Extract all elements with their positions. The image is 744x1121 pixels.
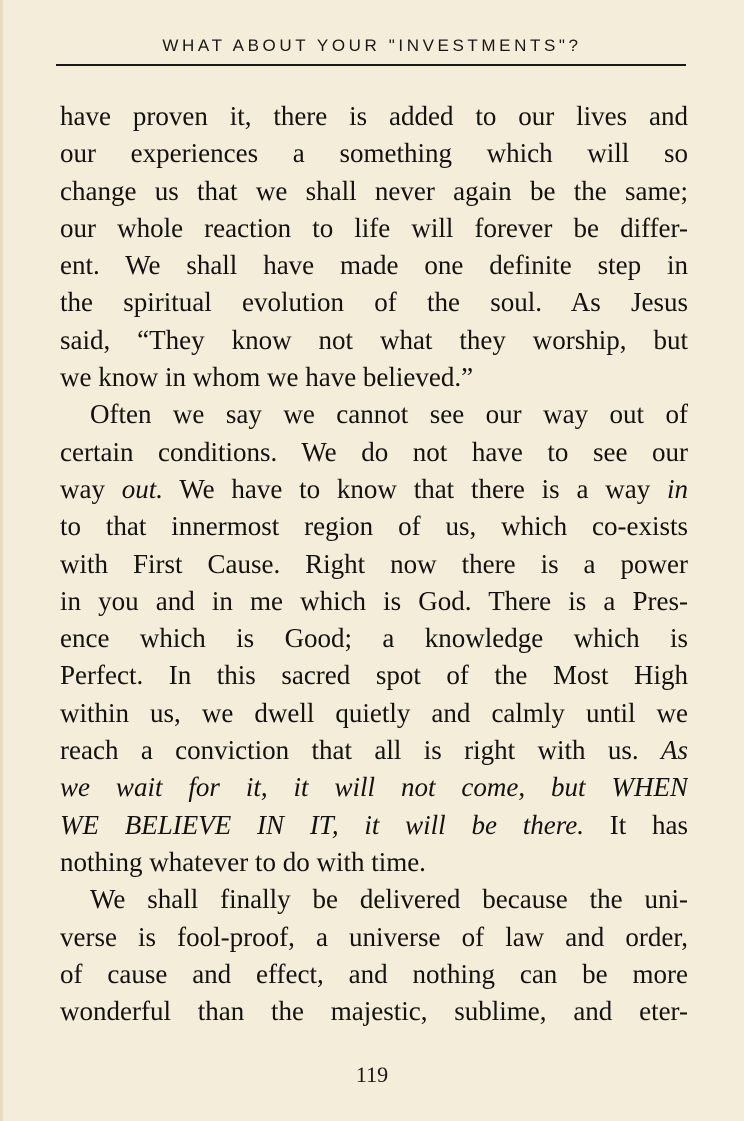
text-run: We have to know that there is a way bbox=[163, 473, 667, 504]
text-line bbox=[60, 807, 688, 844]
italic-run: WE BELIEVE IN IT, it will be there. bbox=[60, 809, 584, 840]
text-line: to that innermost region of us, which co-exists bbox=[60, 511, 688, 542]
text-line: have proven it, there is added to our lives and bbox=[60, 101, 688, 131]
italic-run: As bbox=[661, 735, 688, 766]
text-line: We shall finally be delivered because the uni- bbox=[90, 884, 688, 915]
text-line: of cause and effect, and nothing can be more bbox=[60, 958, 688, 989]
text-line: ent. We shall have made one definite step in bbox=[60, 250, 688, 281]
text-line: wonderful than the majestic, sublime, and eter- bbox=[60, 996, 688, 1027]
text-run: reach a conviction that all is right with us. bbox=[60, 735, 661, 766]
text-run: way bbox=[60, 473, 122, 504]
text-line: with First Cause. Right now there is a power bbox=[60, 548, 688, 579]
header-rule bbox=[56, 64, 686, 66]
text-line: change us that we shall never again be the same; bbox=[60, 175, 688, 206]
running-header: WHAT ABOUT YOUR "INVESTMENTS"? bbox=[162, 36, 582, 55]
text-line: verse is fool-proof, a universe of law and order, bbox=[60, 921, 688, 952]
text-line: our experiences a something which will so bbox=[60, 138, 688, 169]
paragraph-3 bbox=[60, 881, 688, 1030]
text-line: our whole reaction to life will forever be differ- bbox=[60, 212, 688, 243]
italic-run: out. bbox=[121, 473, 164, 504]
body-text bbox=[60, 98, 688, 1030]
text-line: the spiritual evolution of the soul. As Jesus bbox=[60, 287, 688, 318]
text-line bbox=[60, 471, 688, 508]
paragraph-2 bbox=[60, 396, 688, 881]
text-line: we know in whom we have believed.” bbox=[60, 362, 474, 393]
text-line: said, “They know not what they worship, but bbox=[60, 324, 688, 355]
text-line: within us, we dwell quietly and calmly until we bbox=[60, 697, 688, 728]
page-number: 119 bbox=[355, 1062, 389, 1087]
text-line: in you and in me which is God. There is a Pres- bbox=[60, 585, 688, 616]
italic-run: in bbox=[666, 473, 688, 504]
text-run: It has bbox=[583, 809, 688, 840]
text-line: we wait for it, it will not come, but WHEN bbox=[60, 772, 688, 803]
text-line: certain conditions. We do not have to see our bbox=[60, 436, 688, 467]
text-line: ence which is Good; a knowledge which is bbox=[60, 623, 688, 654]
text-line bbox=[60, 732, 688, 769]
text-line: nothing whatever to do with time. bbox=[60, 846, 426, 877]
text-line: Often we say we cannot see our way out of bbox=[90, 399, 688, 430]
text-line: Perfect. In this sacred spot of the Most High bbox=[60, 660, 688, 691]
paragraph-1 bbox=[60, 98, 688, 396]
